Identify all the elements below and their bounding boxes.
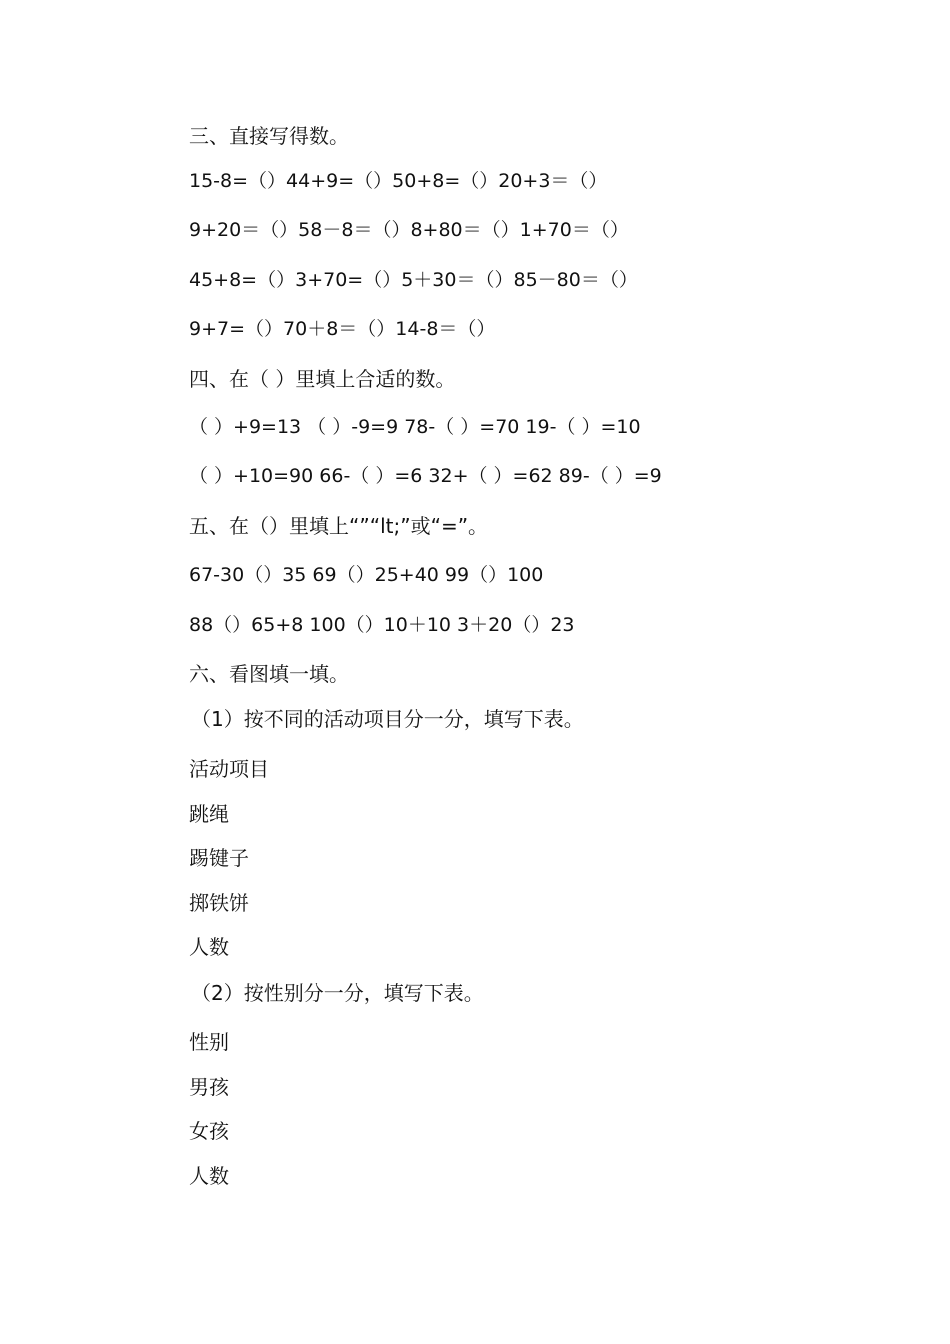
arithmetic-row-2: 9+20＝（）58－8＝（）8+80＝（）1+70＝（）: [189, 219, 629, 241]
fill-in-row-2: （ ）+10=90 66-（ ）=6 32+（ ）=62 89-（ ）=9: [189, 465, 662, 487]
table-1-header: 活动项目: [189, 757, 269, 781]
table-1-count-label: 人数: [189, 935, 229, 959]
fill-in-row-1: （ ）+9=13 （ ）-9=9 78-（ ）=70 19-（ ）=10: [189, 416, 641, 438]
arithmetic-row-4: 9+7=（）70＋8＝（）14-8＝（）: [189, 318, 496, 340]
table-2-count-label: 人数: [189, 1164, 229, 1188]
section-6-heading: 六、看图填一填。: [189, 662, 349, 686]
table-2-item: 女孩: [189, 1119, 229, 1143]
table-1-item: 掷铁饼: [189, 891, 249, 915]
table-1-item: 踢键子: [189, 846, 249, 870]
compare-row-2: 88（）65+8 100（）10＋10 3＋20（）23: [189, 614, 575, 636]
sub-question-2: （2）按性别分一分，填写下表。: [191, 981, 484, 1005]
arithmetic-row-3: 45+8=（）3+70=（）5＋30＝（）85－80＝（）: [189, 269, 638, 291]
section-3-heading: 三、直接写得数。: [189, 124, 349, 148]
arithmetic-row-1: 15-8=（）44+9=（）50+8=（）20+3＝（）: [189, 170, 608, 192]
section-5-heading: 五、在（）里填上“”“lt;”或“=”。: [189, 514, 489, 538]
compare-row-1: 67-30（）35 69（）25+40 99（）100: [189, 564, 544, 586]
table-2-item: 男孩: [189, 1075, 229, 1099]
table-2-header: 性别: [189, 1030, 229, 1054]
section-4-heading: 四、在（ ）里填上合适的数。: [189, 367, 456, 391]
table-1-item: 跳绳: [189, 802, 229, 826]
sub-question-1: （1）按不同的活动项目分一分，填写下表。: [191, 707, 584, 731]
